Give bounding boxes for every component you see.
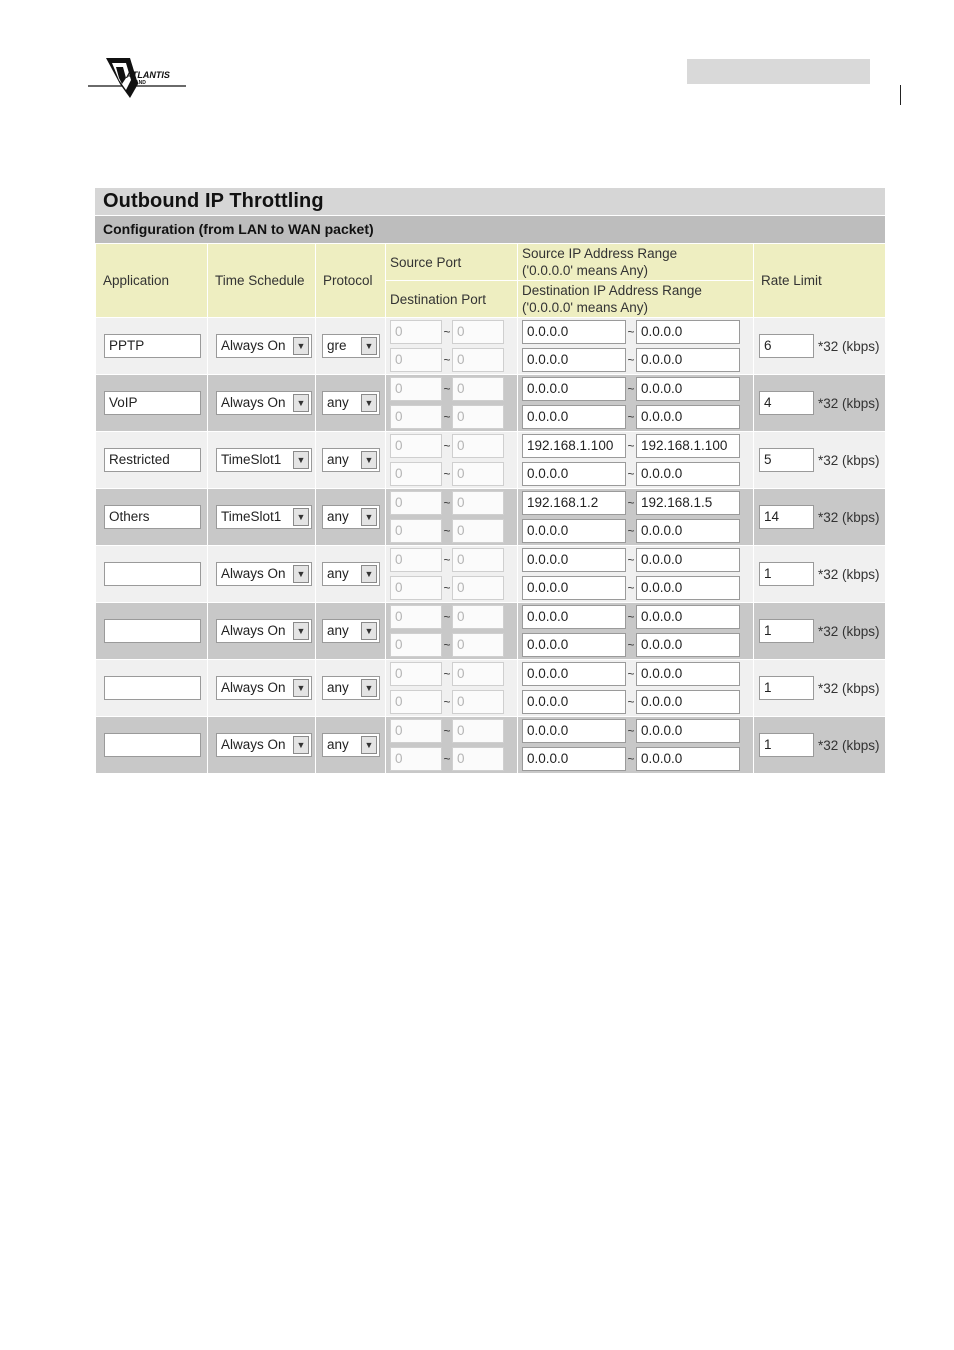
destination-port-from-input[interactable]: 0 [390,690,442,714]
time-schedule-select[interactable] [216,619,312,643]
dest-ip-to-input[interactable]: 0.0.0.0 [636,519,740,543]
protocol-value: any [327,737,349,752]
protocol-select[interactable] [322,505,380,529]
time-schedule-select[interactable] [216,334,312,358]
source-port-from-input[interactable]: 0 [390,320,442,344]
port-cell [386,660,518,717]
source-ip-to-input[interactable]: 192.168.1.5 [636,491,740,515]
destination-port-range [386,403,517,431]
source-ip-from-input[interactable]: 0.0.0.0 [522,662,626,686]
atlantis-logo [86,54,190,100]
chevron-down-icon[interactable]: ▼ [293,622,309,640]
port-cell [386,603,518,660]
range-tilde: ~ [443,752,451,766]
destination-port-to-input[interactable]: 0 [452,690,504,714]
application-input[interactable] [104,562,201,586]
protocol-value: any [327,623,349,638]
application-cell [96,603,208,660]
source-port-from-input[interactable]: 0 [390,434,442,458]
dest-ip-range [518,517,753,545]
source-ip-from-input[interactable]: 192.168.1.100 [522,434,626,458]
page-margin-mark [900,85,901,105]
protocol-select[interactable] [322,391,380,415]
time-schedule-value: Always On [221,737,286,752]
application-input[interactable]: PPTP [104,334,201,358]
rate-unit-label: *32 (kbps) [818,566,880,582]
protocol-value: any [327,566,349,581]
chevron-down-icon[interactable]: ▼ [293,451,309,469]
svg-text:ATLANTIS: ATLANTIS [126,70,170,80]
ip-range-cell [518,432,754,489]
dest-ip-to-input[interactable]: 0.0.0.0 [636,462,740,486]
time-schedule-select[interactable] [216,562,312,586]
chevron-down-icon[interactable]: ▼ [293,736,309,754]
source-ip-range [518,489,753,517]
range-tilde: ~ [627,610,635,624]
chevron-down-icon[interactable]: ▼ [361,679,377,697]
source-port-from-input[interactable]: 0 [390,548,442,572]
chevron-down-icon[interactable]: ▼ [293,508,309,526]
range-tilde: ~ [627,353,635,367]
application-cell [96,546,208,603]
application-cell [96,717,208,774]
schedule-cell [208,432,316,489]
dest-ip-range [518,403,753,431]
source-port-from-input[interactable]: 0 [390,605,442,629]
ip-range-cell [518,717,754,774]
chevron-down-icon[interactable]: ▼ [361,451,377,469]
application-cell [96,318,208,375]
time-schedule-value: Always On [221,680,286,695]
time-schedule-value: Always On [221,395,286,410]
source-ip-range [518,603,753,631]
rate-unit-label: *32 (kbps) [818,395,880,411]
range-tilde: ~ [627,695,635,709]
range-tilde: ~ [627,325,635,339]
chevron-down-icon[interactable]: ▼ [361,736,377,754]
destination-port-from-input[interactable]: 0 [390,633,442,657]
range-tilde: ~ [443,524,451,538]
ip-range-cell [518,375,754,432]
rule-row [96,432,886,489]
schedule-cell [208,375,316,432]
range-tilde: ~ [443,724,451,738]
source-ip-to-input[interactable]: 0.0.0.0 [636,719,740,743]
rate-limit-cell [754,318,886,375]
source-port-to-input[interactable]: 0 [452,434,504,458]
source-port-range [386,432,517,460]
source-port-to-input[interactable]: 0 [452,662,504,686]
dest-ip-from-input[interactable]: 0.0.0.0 [522,747,626,771]
source-port-from-input[interactable]: 0 [390,491,442,515]
chevron-down-icon[interactable]: ▼ [361,622,377,640]
chevron-down-icon[interactable]: ▼ [293,565,309,583]
destination-port-range [386,574,517,602]
source-ip-from-input[interactable]: 192.168.1.2 [522,491,626,515]
destination-port-to-input[interactable]: 0 [452,576,504,600]
destination-port-range [386,346,517,374]
destination-port-from-input[interactable]: 0 [390,462,442,486]
destination-port-range [386,460,517,488]
source-port-from-input[interactable]: 0 [390,719,442,743]
protocol-cell [316,375,386,432]
source-port-range [386,318,517,346]
source-port-to-input[interactable]: 0 [452,491,504,515]
range-tilde: ~ [443,667,451,681]
source-ip-from-input[interactable]: 0.0.0.0 [522,320,626,344]
port-cell [386,375,518,432]
source-port-from-input[interactable]: 0 [390,377,442,401]
throttling-table [95,243,886,774]
source-port-range [386,603,517,631]
dest-ip-to-input[interactable]: 0.0.0.0 [636,405,740,429]
range-tilde: ~ [443,467,451,481]
header-dest-ip-note: ('0.0.0.0' means Any) [522,300,648,315]
source-ip-range [518,546,753,574]
time-schedule-select[interactable] [216,448,312,472]
rate-limit-input[interactable]: 6 [759,334,814,358]
range-tilde: ~ [627,724,635,738]
destination-port-range [386,745,517,773]
chevron-down-icon[interactable]: ▼ [293,679,309,697]
range-tilde: ~ [443,439,451,453]
dest-ip-to-input[interactable]: 0.0.0.0 [636,690,740,714]
destination-port-from-input[interactable]: 0 [390,747,442,771]
port-cell [386,489,518,546]
schedule-cell [208,717,316,774]
rate-limit-cell [754,717,886,774]
application-cell [96,375,208,432]
destination-port-to-input[interactable]: 0 [452,747,504,771]
header-source-ip-title: Source IP Address Range [522,246,678,261]
port-cell [386,546,518,603]
chevron-down-icon[interactable]: ▼ [293,394,309,412]
rate-unit-label: *32 (kbps) [818,452,880,468]
time-schedule-select[interactable] [216,391,312,415]
chevron-down-icon[interactable]: ▼ [361,565,377,583]
panel-title: Outbound IP Throttling [95,188,885,215]
source-port-range [386,489,517,517]
source-ip-from-input[interactable]: 0.0.0.0 [522,377,626,401]
ip-range-cell [518,489,754,546]
chevron-down-icon[interactable]: ▼ [293,337,309,355]
destination-port-from-input[interactable]: 0 [390,348,442,372]
rate-limit-cell [754,432,886,489]
source-port-to-input[interactable]: 0 [452,548,504,572]
range-tilde: ~ [443,496,451,510]
dest-ip-range [518,745,753,773]
protocol-cell [316,489,386,546]
header-time-schedule: Time Schedule [208,244,316,318]
rate-limit-input[interactable]: 1 [759,733,814,757]
schedule-cell [208,603,316,660]
source-port-to-input[interactable]: 0 [452,320,504,344]
source-ip-to-input[interactable]: 192.168.1.100 [636,434,740,458]
rate-limit-input[interactable]: 4 [759,391,814,415]
dest-ip-from-input[interactable]: 0.0.0.0 [522,576,626,600]
destination-port-to-input[interactable]: 0 [452,348,504,372]
rate-limit-input[interactable]: 1 [759,619,814,643]
range-tilde: ~ [627,496,635,510]
dest-ip-to-input[interactable]: 0.0.0.0 [636,633,740,657]
application-input[interactable]: Others [104,505,201,529]
destination-port-to-input[interactable]: 0 [452,633,504,657]
rule-row [96,717,886,774]
application-input[interactable] [104,733,201,757]
dest-ip-range [518,631,753,659]
destination-port-to-input[interactable]: 0 [452,405,504,429]
rate-limit-input[interactable]: 1 [759,562,814,586]
time-schedule-value: Always On [221,566,286,581]
rate-limit-cell [754,489,886,546]
header-destination-port: Destination Port [386,281,518,318]
time-schedule-select[interactable] [216,733,312,757]
source-port-range [386,546,517,574]
protocol-value: any [327,680,349,695]
source-ip-to-input[interactable]: 0.0.0.0 [636,320,740,344]
dest-ip-from-input[interactable]: 0.0.0.0 [522,633,626,657]
dest-ip-from-input[interactable]: 0.0.0.0 [522,519,626,543]
schedule-cell [208,660,316,717]
rule-row [96,603,886,660]
application-input[interactable]: VoIP [104,391,201,415]
source-ip-to-input[interactable]: 0.0.0.0 [636,377,740,401]
outbound-ip-throttling-panel [95,188,885,774]
range-tilde: ~ [443,325,451,339]
source-port-to-input[interactable]: 0 [452,719,504,743]
source-ip-range [518,660,753,688]
source-port-to-input[interactable]: 0 [452,605,504,629]
dest-ip-range [518,574,753,602]
time-schedule-select[interactable] [216,505,312,529]
dest-ip-from-input[interactable]: 0.0.0.0 [522,405,626,429]
ip-range-cell [518,546,754,603]
time-schedule-select[interactable] [216,676,312,700]
port-cell [386,432,518,489]
chevron-down-icon[interactable]: ▼ [361,394,377,412]
dest-ip-range [518,688,753,716]
header-gray-bar [687,59,870,84]
header-application: Application [96,244,208,318]
rate-limit-input[interactable]: 5 [759,448,814,472]
chevron-down-icon[interactable]: ▼ [361,337,377,355]
application-cell [96,660,208,717]
protocol-cell [316,318,386,375]
header-rate-limit: Rate Limit [754,244,886,318]
rate-unit-label: *32 (kbps) [818,737,880,753]
source-ip-to-input[interactable]: 0.0.0.0 [636,662,740,686]
range-tilde: ~ [627,553,635,567]
destination-port-from-input[interactable]: 0 [390,576,442,600]
source-ip-from-input[interactable]: 0.0.0.0 [522,548,626,572]
source-ip-range [518,318,753,346]
destination-port-from-input[interactable]: 0 [390,405,442,429]
source-ip-to-input[interactable]: 0.0.0.0 [636,605,740,629]
rate-unit-label: *32 (kbps) [818,680,880,696]
dest-ip-range [518,346,753,374]
header-dest-ip-range [518,281,754,318]
rule-row [96,318,886,375]
protocol-cell [316,660,386,717]
rate-limit-cell [754,660,886,717]
protocol-cell [316,603,386,660]
port-cell [386,318,518,375]
range-tilde: ~ [443,610,451,624]
range-tilde: ~ [443,581,451,595]
range-tilde: ~ [443,410,451,424]
rate-unit-label: *32 (kbps) [818,509,880,525]
protocol-select[interactable] [322,334,380,358]
rate-limit-cell [754,546,886,603]
destination-port-range [386,688,517,716]
source-port-from-input[interactable]: 0 [390,662,442,686]
header-protocol: Protocol [316,244,386,318]
schedule-cell [208,489,316,546]
range-tilde: ~ [443,553,451,567]
protocol-select[interactable] [322,676,380,700]
time-schedule-value: TimeSlot1 [221,452,282,467]
range-tilde: ~ [627,667,635,681]
protocol-cell [316,717,386,774]
source-ip-from-input[interactable]: 0.0.0.0 [522,719,626,743]
range-tilde: ~ [443,382,451,396]
application-cell [96,432,208,489]
source-ip-range [518,375,753,403]
protocol-value: any [327,395,349,410]
destination-port-range [386,631,517,659]
dest-ip-to-input[interactable]: 0.0.0.0 [636,747,740,771]
source-ip-to-input[interactable]: 0.0.0.0 [636,548,740,572]
range-tilde: ~ [443,638,451,652]
application-cell [96,489,208,546]
protocol-select[interactable] [322,733,380,757]
protocol-cell [316,432,386,489]
rule-row [96,375,886,432]
dest-ip-to-input[interactable]: 0.0.0.0 [636,576,740,600]
protocol-cell [316,546,386,603]
source-port-range [386,375,517,403]
range-tilde: ~ [627,581,635,595]
schedule-cell [208,546,316,603]
ip-range-cell [518,318,754,375]
range-tilde: ~ [627,638,635,652]
source-port-to-input[interactable]: 0 [452,377,504,401]
protocol-select[interactable] [322,562,380,586]
rate-unit-label: *32 (kbps) [818,338,880,354]
header-source-ip-range [518,244,754,281]
destination-port-range [386,517,517,545]
range-tilde: ~ [627,524,635,538]
dest-ip-from-input[interactable]: 0.0.0.0 [522,462,626,486]
rate-limit-cell [754,603,886,660]
destination-port-to-input[interactable]: 0 [452,462,504,486]
range-tilde: ~ [443,353,451,367]
time-schedule-value: Always On [221,623,286,638]
dest-ip-from-input[interactable]: 0.0.0.0 [522,348,626,372]
range-tilde: ~ [627,439,635,453]
schedule-cell [208,318,316,375]
range-tilde: ~ [627,467,635,481]
ip-range-cell [518,603,754,660]
destination-port-from-input[interactable]: 0 [390,519,442,543]
header-source-ip-note: ('0.0.0.0' means Any) [522,263,648,278]
application-input[interactable]: Restricted [104,448,201,472]
range-tilde: ~ [627,410,635,424]
protocol-select[interactable] [322,619,380,643]
range-tilde: ~ [443,695,451,709]
header-dest-ip-title: Destination IP Address Range [522,283,702,298]
rule-rows [96,318,886,774]
dest-ip-to-input[interactable]: 0.0.0.0 [636,348,740,372]
time-schedule-value: TimeSlot1 [221,509,282,524]
source-port-range [386,660,517,688]
rate-limit-cell [754,375,886,432]
application-input[interactable] [104,676,201,700]
port-cell [386,717,518,774]
destination-port-to-input[interactable]: 0 [452,519,504,543]
range-tilde: ~ [627,382,635,396]
source-port-range [386,717,517,745]
svg-text:LAND: LAND [132,80,146,86]
source-ip-range [518,432,753,460]
source-ip-range [518,717,753,745]
rule-row [96,489,886,546]
protocol-value: any [327,452,349,467]
rate-unit-label: *32 (kbps) [818,623,880,639]
protocol-value: any [327,509,349,524]
dest-ip-range [518,460,753,488]
protocol-value: gre [327,338,347,353]
chevron-down-icon[interactable]: ▼ [361,508,377,526]
rate-limit-input[interactable]: 1 [759,676,814,700]
time-schedule-value: Always On [221,338,286,353]
dest-ip-from-input[interactable]: 0.0.0.0 [522,690,626,714]
header-source-port: Source Port [386,244,518,281]
rule-row [96,546,886,603]
rate-limit-input[interactable]: 14 [759,505,814,529]
rule-row [96,660,886,717]
application-input[interactable] [104,619,201,643]
config-subtitle: Configuration (from LAN to WAN packet) [95,215,885,243]
range-tilde: ~ [627,752,635,766]
source-ip-from-input[interactable]: 0.0.0.0 [522,605,626,629]
ip-range-cell [518,660,754,717]
protocol-select[interactable] [322,448,380,472]
